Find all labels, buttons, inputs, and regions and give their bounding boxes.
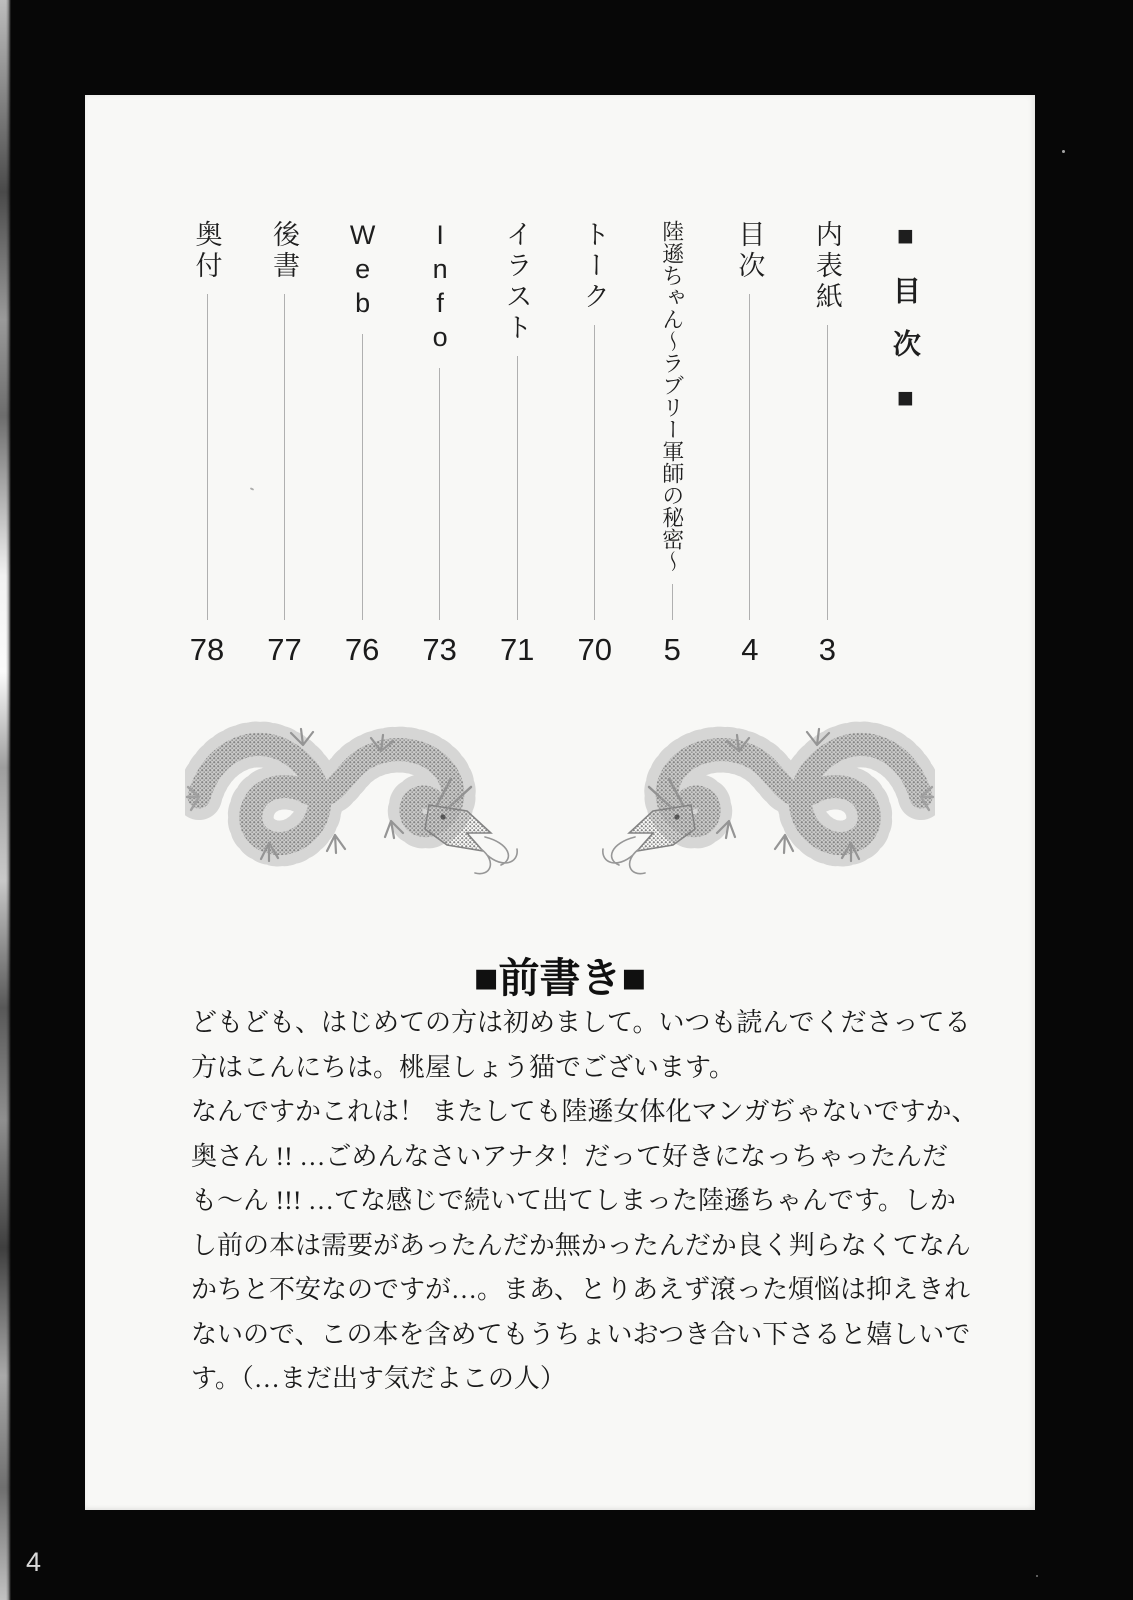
toc-entry-page: 71 [499, 632, 535, 667]
dragon-right-icon [595, 693, 935, 885]
foreword-line: す。（…まだ出す気だよこの人） [191, 1364, 566, 1393]
toc-title-label: ■目次■ [889, 220, 921, 438]
toc-entry-contents [728, 220, 772, 670]
toc-entry-web [340, 220, 384, 670]
toc-entry-page: 70 [577, 632, 612, 667]
foreword-line: どもども、はじめての方は初めまして。いつも読んでくださってる [191, 1008, 971, 1037]
toc-entry-page: 73 [422, 632, 457, 667]
dust-speck [1036, 1575, 1038, 1577]
toc-entry-page: 78 [189, 632, 225, 667]
page [85, 95, 1035, 1510]
toc-entry-label: Web [347, 220, 378, 322]
table-of-contents [185, 220, 927, 670]
toc-entry-label: 内表紙 [811, 220, 842, 313]
foreword-line: 奥さん !! …ごめんなさいアナタ！だって好きになっちゃったんだ [191, 1141, 949, 1171]
toc-leader-line [672, 584, 673, 620]
toc-leader-line [362, 334, 363, 620]
toc-entry-info [418, 220, 462, 670]
toc-entry-main-story [650, 220, 694, 670]
toc-title [883, 220, 927, 670]
toc-leader-line [594, 325, 595, 620]
toc-entry-page: 3 [818, 632, 836, 667]
toc-entry-talk [573, 220, 617, 670]
toc-leader-line [284, 294, 285, 620]
toc-entry-inner-cover [805, 220, 849, 670]
twin-dragons-ornament [85, 693, 1035, 885]
toc-entry-page: 4 [741, 632, 759, 667]
toc-entry-page: 77 [267, 632, 302, 667]
toc-entry-page: 76 [344, 632, 380, 667]
toc-entry-label: トーク [579, 220, 610, 313]
dust-speck [1062, 150, 1065, 153]
toc-entry-label: 奥付 [191, 220, 222, 282]
dragon-left-icon [185, 693, 525, 885]
toc-entry-label: 陸遜ちゃん～ラブリー軍師の秘密～ [659, 220, 685, 572]
foreword-line: ないので、この本を含めてもうちょいおつき合い下さると嬉しいで [191, 1319, 971, 1349]
toc-entry-colophon [185, 220, 229, 670]
toc-entry-label: Info [425, 220, 456, 356]
toc-leader-line [439, 368, 440, 620]
torn-paper-edge [0, 0, 11, 1600]
toc-leader-line [827, 325, 828, 620]
toc-entry-label: 目次 [734, 220, 765, 282]
foreword-line: し前の本は需要があったんだか無かったんだか良く判らなくてなん [191, 1230, 971, 1260]
foreword-line: かちと不安なのですが…。まあ、とりあえず滾った煩悩は抑えきれ [191, 1275, 970, 1304]
foreword-heading: ■前書き■ [473, 955, 647, 1001]
toc-entry-label: 後書 [269, 220, 300, 282]
toc-entry-page: 5 [663, 632, 681, 667]
toc-leader-line [207, 294, 208, 620]
foreword-paragraph [191, 1001, 978, 1402]
foreword-line: も～ん !!! …てな感じで続いて出てしまった陸遜ちゃんです。しか [191, 1186, 956, 1215]
foreword-line: 方はこんにちは。桃屋しょう猫でございます。 [191, 1052, 735, 1082]
toc-entry-illust [495, 220, 539, 670]
toc-entry-label: イラスト [501, 220, 532, 344]
toc-entry-afterword [263, 220, 307, 670]
sheet-page-number: 4 [26, 1547, 42, 1577]
toc-leader-line [749, 294, 750, 620]
foreword-line: なんですかこれは！ またしても陸遜女体化マンガぢゃないですか、 [191, 1097, 978, 1126]
toc-leader-line [517, 356, 518, 620]
